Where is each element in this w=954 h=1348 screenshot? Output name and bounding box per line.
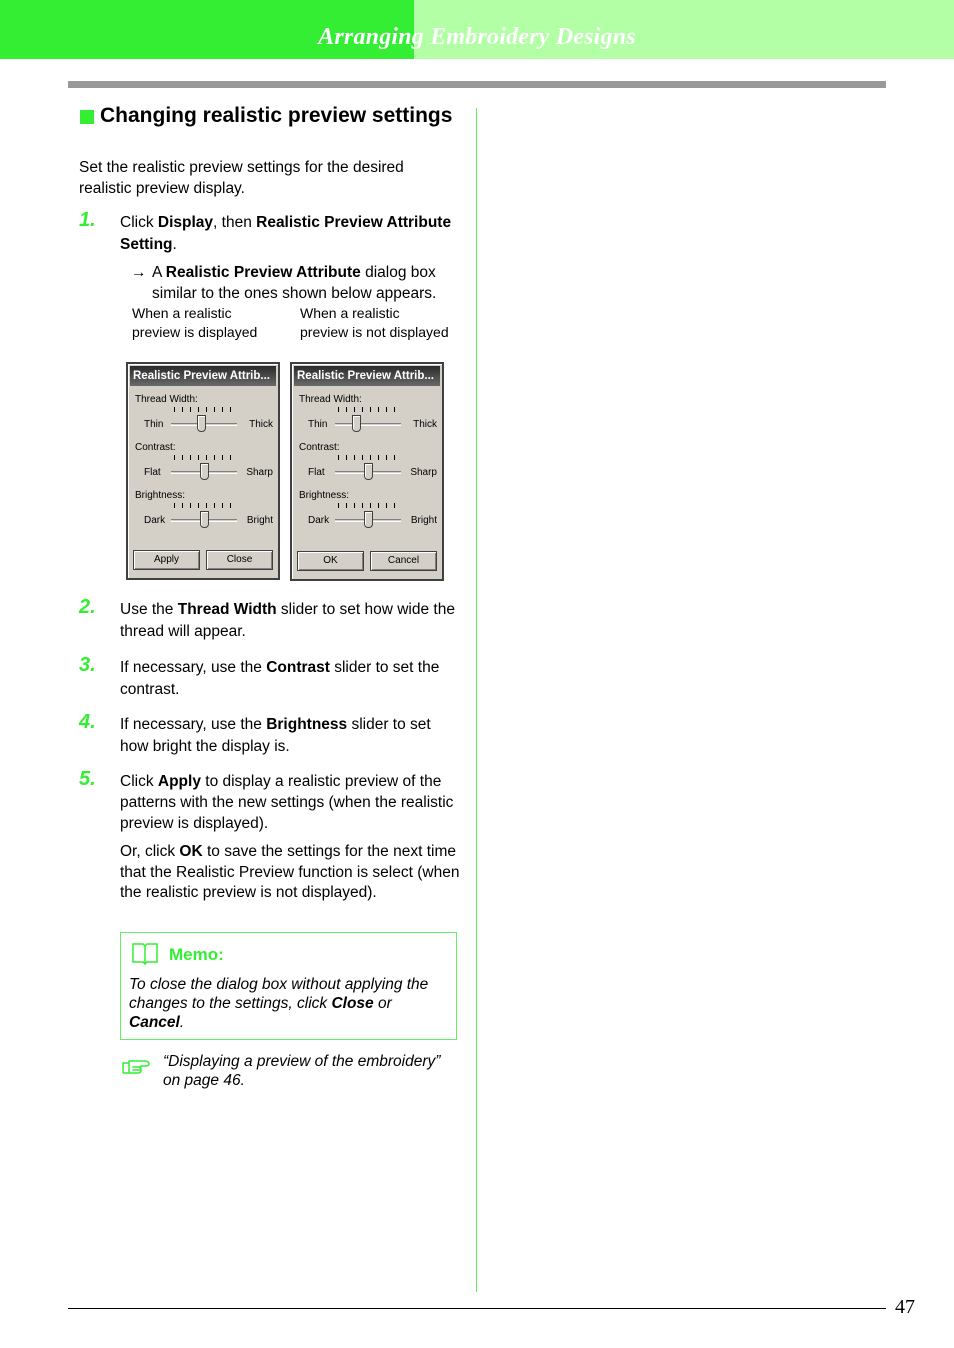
bottom-rule <box>68 1308 886 1309</box>
bold-term: Contrast <box>266 659 330 676</box>
caption-left: When a realistic preview is displayed <box>132 305 258 340</box>
page-number: 47 <box>895 1296 915 1318</box>
book-icon <box>131 941 159 965</box>
slider-min-label: Thin <box>308 419 328 430</box>
slider-min-label: Thin <box>144 419 164 430</box>
pointing-hand-icon <box>121 1056 151 1076</box>
slider-ticks <box>174 503 238 508</box>
bold-term: OK <box>179 843 203 860</box>
slider-label: Thread Width: <box>135 394 198 405</box>
slider-max-label: Sharp <box>246 467 273 478</box>
step-result-text: A Realistic Preview Attribute dialog box similar to the ones shown below appears. <box>152 264 437 302</box>
dialog-button-close[interactable]: Close <box>206 550 273 570</box>
slider-thumb[interactable] <box>200 463 209 480</box>
slider-ticks <box>338 503 402 508</box>
step-number: 3. <box>79 654 96 676</box>
slider-max-label: Thick <box>413 419 437 430</box>
slider-label: Contrast: <box>135 442 176 453</box>
bold-term: Apply <box>157 773 201 790</box>
section-title: Changing realistic preview settings <box>100 104 453 127</box>
step-5-alternative: Or, click OK to save the settings for the next time that the Realistic Preview function is select (when the realistic preview is not displayed). <box>120 843 460 901</box>
slider-min-label: Flat <box>308 467 325 478</box>
dialog-preview-displayed <box>126 362 280 580</box>
top-rule <box>68 81 886 88</box>
step-number: 4. <box>79 711 96 733</box>
bold-term: Close <box>331 995 374 1012</box>
dialog-title: Realistic Preview Attrib... <box>130 366 276 386</box>
memo-text: To close the dialog box without applying the changes to the settings, click Close or Cancel. <box>129 976 429 1031</box>
header-title: Arranging Embroidery Designs <box>318 24 636 50</box>
slider-ticks <box>174 407 238 412</box>
dialog-button-cancel[interactable]: Cancel <box>370 551 437 571</box>
slider-max-label: Bright <box>410 515 437 526</box>
slider-track[interactable] <box>335 423 401 426</box>
slider-thumb[interactable] <box>364 463 373 480</box>
bold-term: Realistic Preview Attribute <box>165 264 361 281</box>
slider-thumb[interactable] <box>197 415 206 432</box>
arrow-icon: → <box>131 264 147 281</box>
step-number: 1. <box>79 209 96 231</box>
step-text: Click Display, then Realistic Preview Attribute Setting. <box>120 214 452 253</box>
slider-min-label: Flat <box>144 467 161 478</box>
caption-right: When a realistic preview is not displayed <box>300 305 449 340</box>
slider-max-label: Sharp <box>410 467 437 478</box>
section-intro: Set the realistic preview settings for the desired realistic preview display. <box>79 159 404 197</box>
slider-ticks <box>338 407 402 412</box>
slider-ticks <box>338 455 402 460</box>
slider-label: Thread Width: <box>299 394 362 405</box>
column-divider <box>476 108 477 1292</box>
dialog-button-ok[interactable]: OK <box>297 551 364 571</box>
section-square-icon <box>80 110 94 124</box>
step-text: If necessary, use the Contrast slider to set the contrast. <box>120 659 440 698</box>
slider-thumb[interactable] <box>352 415 361 432</box>
slider-thumb[interactable] <box>200 511 209 528</box>
slider-max-label: Thick <box>249 419 273 430</box>
memo-box <box>120 932 457 1040</box>
step-text: If necessary, use the Brightness slider to set how bright the display is. <box>120 716 431 755</box>
bold-term: Display <box>157 214 214 231</box>
dialog-preview-not-displayed <box>290 362 444 581</box>
step-number: 5. <box>79 768 96 790</box>
bold-term: Brightness <box>266 716 348 733</box>
bold-term: Thread Width <box>177 601 277 618</box>
memo-label: Memo: <box>169 945 224 964</box>
slider-min-label: Dark <box>308 515 330 526</box>
slider-label: Contrast: <box>299 442 340 453</box>
step-text: Click Apply to display a realistic preview of the patterns with the new settings (when the realistic preview is displayed). <box>120 773 454 832</box>
cross-reference[interactable]: “Displaying a preview of the embroidery” on page 46. <box>163 1053 441 1089</box>
slider-thumb[interactable] <box>364 511 373 528</box>
dialog-title: Realistic Preview Attrib... <box>294 366 440 386</box>
slider-ticks <box>174 455 238 460</box>
bold-term: Realistic Preview Attribute Setting <box>120 214 452 253</box>
slider-label: Brightness: <box>135 490 186 501</box>
step-result <box>131 263 461 304</box>
step-text: Use the Thread Width slider to set how wide the thread will appear. <box>120 601 455 640</box>
slider-min-label: Dark <box>144 515 166 526</box>
bold-term: Cancel <box>129 1014 180 1031</box>
slider-label: Brightness: <box>299 490 350 501</box>
slider-max-label: Bright <box>246 515 273 526</box>
dialog-button-apply[interactable]: Apply <box>133 550 200 570</box>
step-number: 2. <box>79 596 96 618</box>
